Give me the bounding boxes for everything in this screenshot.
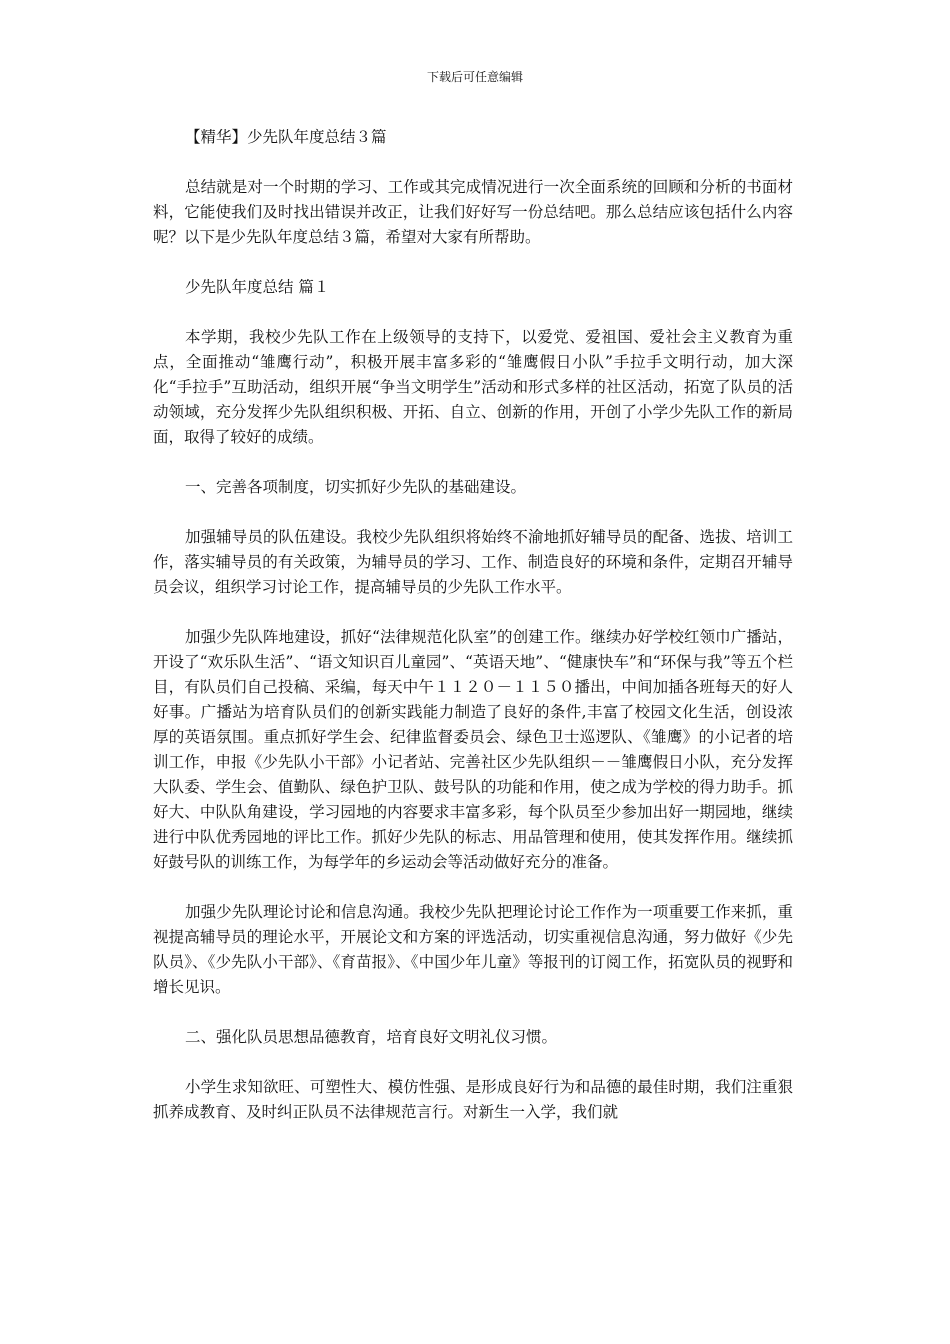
download-note: 下载后可任意编辑 (426, 70, 523, 84)
heading-2: 二、强化队员思想品德教育，培育良好文明礼仪习惯。 (185, 1028, 558, 1046)
section-title: 少先队年度总结 篇１ (185, 278, 330, 296)
heading-1: 一、完善各项制度，切实抓好少先队的基础建设。 (185, 478, 527, 496)
intro-paragraph: 总结就是对一个时期的学习、工作或其完成情况进行一次全面系统的回顾和分析的书面材料，它能使我们及时找出错误并改正，让我们好好写一份总结吧。那么总结应该包括什么内容呢？以下是少先队年度总结３篇，希望对大家有所帮助。 (153, 178, 793, 246)
paragraph-1: 本学期，我校少先队工作在上级领导的支持下，以爱党、爱祖国、爱社会主义教育为重点，全面推动“雏鹰行动”，积极开展丰富多彩的“雏鹰假日小队”手拉手文明行动，加大深化“手拉手”互助活动，组织开展“争当文明学生”活动和形式多样的社区活动，拓宽了队员的活动领域，充分发挥少先队组织积极、开拓、自立、创新的作用，开创了小学少先队工作的新局面，取得了较好的成绩。 (153, 328, 793, 446)
document-body (153, 125, 793, 1150)
document-title: 【精华】少先队年度总结３篇 (185, 128, 387, 146)
paragraph-5: 小学生求知欲旺、可塑性大、模仿性强、是形成良好行为和品德的最佳时期，我们注重狠抓养成教育、及时纠正队员不法律规范言行。对新生一入学，我们就 (153, 1078, 793, 1121)
paragraph-4: 加强少先队理论讨论和信息沟通。我校少先队把理论讨论工作作为一项重要工作来抓，重视提高辅导员的理论水平，开展论文和方案的评选活动，切实重视信息沟通，努力做好《少先队员》、《少先队小干部》、《育苗报》、《中国少年儿童》等报刊的订阅工作，拓宽队员的视野和增长见识。 (153, 903, 793, 996)
paragraph-3: 加强少先队阵地建设，抓好“法律规范化队室”的创建工作。继续办好学校红领巾广播站，开设了“欢乐队生活”、“语文知识百儿童园”、“英语天地”、“健康快车”和“环保与我”等五个栏目，有队员们自己投稿、采编，每天中午１１２０－１１５０播出，中间加插各班每天的好人好事。广播站为培育队员们的创新实践能力制造了良好的条件,丰富了校园文化生活，创设浓厚的英语氛围。重点抓好学生会、纪律监督委员会、绿色卫士巡逻队、《雏鹰》的小记者的培训工作，申报《少先队小干部》小记者站、完善社区少先队组织－－雏鹰假日小队，充分发挥大队委、学生会、值勤队、绿色护卫队、鼓号队的功能和作用，使之成为学校的得力助手。抓好大、中队队角建设，学习园地的内容要求丰富多彩，每个队员至少参加出好一期园地，继续进行中队优秀园地的评比工作。抓好少先队的标志、用品管理和使用，使其发挥作用。继续抓好鼓号队的训练工作，为每学年的乡运动会等活动做好充分的准备。 (153, 628, 793, 871)
paragraph-2: 加强辅导员的队伍建设。我校少先队组织将始终不渝地抓好辅导员的配备、选拔、培训工作，落实辅导员的有关政策，为辅导员的学习、工作、制造良好的环境和条件，定期召开辅导员会议，组织学习讨论工作，提高辅导员的少先队工作水平。 (153, 528, 793, 596)
